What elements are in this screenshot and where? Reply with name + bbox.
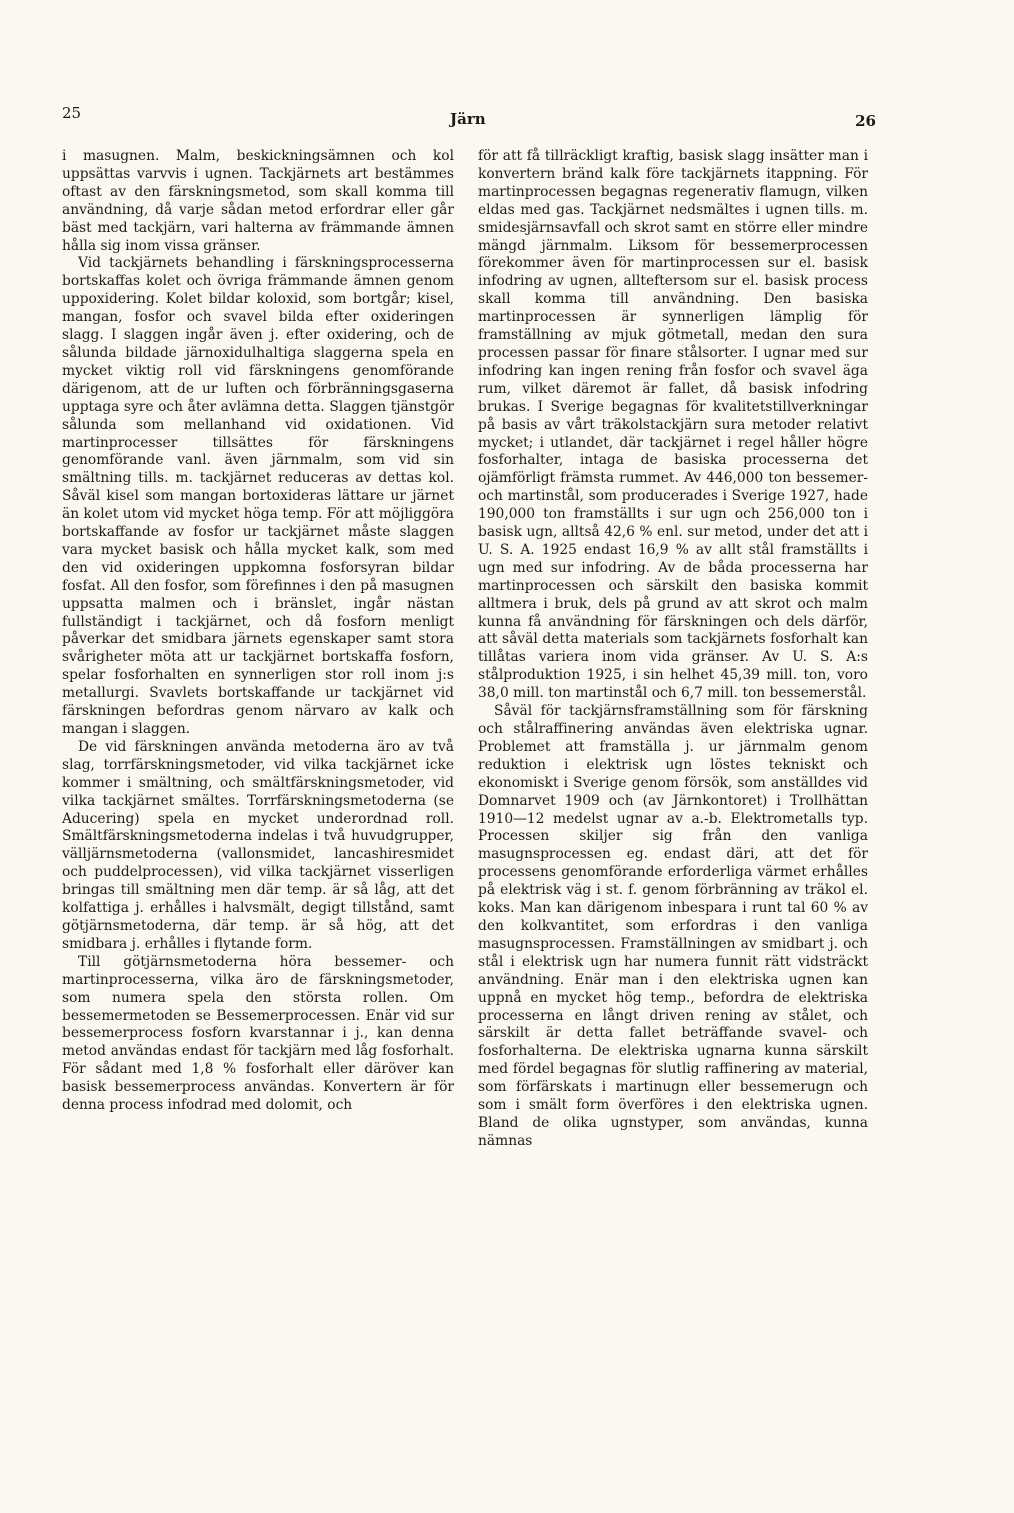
paragraph: i masugnen. Malm, beskickningsämnen och kol uppsättas varvvis i ugnen. Tackjärnets art bestämmes oftast av den färskningsmetod, som skall komma till användning, då varje sådan metod erfordrar eller går bäst med tackjärn, vari halterna av främmande ämnen hålla sig inom vissa gränser. (62, 148, 454, 254)
paragraph: Vid tackjärnets behandling i färskningsprocesserna bortskaffas kolet och övriga främmande ämnen genom uppoxidering. Kolet bildar koloxid, som bortgår; kisel, mangan, fosfor och svavel bilda efter oxideringen slagg. I slaggen ingår även j. efter oxidering, och de sålunda bildade järnoxidulhaltiga slaggerna spela en mycket viktig roll vid färskningens genomförande därigenom, att de ur luften och förbränningsgaserna upptaga syre och åter avlämna detta. Slaggen tjänstgör sålunda som mellanhand vid oxidationen. Vid martinprocesser tillsättes för färskningens genomförande vanl. även järnmalm, som vid sin smältning tills. m. tackjärnet reduceras av dettas kol. Såväl kisel som mangan bortoxideras lättare ur järnet än kolet utom vid mycket höga temp. För att möjliggöra bortskaffande av fosfor ur tackjärnet måste slaggen vara mycket basisk och hålla mycket kalk, som med den vid oxideringen uppkomna fosforsyran bildar fosfat. All den fosfor, som förefinnes i den på masugnen uppsatta malmen och i bränslet, ingår nästan fullständigt i tackjärnet, och då fosforn menligt påverkar det smidbara järnets egenskaper samt stora svårigheter möta att ur tackjärnet bortskaffa fosforn, spelar fosforhalten en synnerligen stor roll inom j:s metallurgi. Svavlets bortskaffande ur tackjärnet vid färskningen befordras genom närvaro av kalk och mangan i slaggen. (62, 255, 454, 737)
left-column (62, 148, 454, 1115)
page-number-right: 26 (855, 112, 876, 130)
paragraph: Såväl för tackjärnsframställning som för färskning och stålraffinering användas även elektriska ugnar. Problemet att framställa j. ur järnmalm genom reduktion i elektrisk ugn löstes tekniskt och ekonomiskt i Sverige genom försök, som anställdes vid Domnarvet 1909 och (av Järnkontoret) i Trollhättan 1910—12 medelst ugnar av a.-b. Elektrometalls typ. Processen skiljer sig från den vanliga masugnsprocessen eg. endast däri, att det för processens genomförande erforderliga värmet erhålles på elektrisk väg i st. f. genom förbränning av träkol el. koks. Man kan därigenom inbespara i runt tal 60 % av den kolkvantitet, som erfordras i den vanliga masugnsprocessen. Framställningen av smidbart j. och stål i elektrisk ugn har numera funnit rätt vidsträckt användning. Enär man i den elektriska ugnen kan uppnå en mycket hög temp., befordra de elektriska processerna en långt driven rening av stålet, och särskilt är detta fallet beträffande svavel- och fosforhalterna. De elektriska ugnarna kunna särskilt med fördel begagnas för slutlig raffinering av material, som förfärskats i martinugn eller bessemerugn och som i smält form överföres i den elektriska ugnen. Bland de olika ugnstyper, som användas, kunna nämnas (478, 703, 868, 1149)
paragraph: Till götjärnsmetoderna höra bessemer- och martinprocesserna, vilka äro de färskningsmetoder, som numera spela den största rollen. Om bessemermetoden se Bessemerprocessen. Enär vid sur bessemerprocess fosforn kvarstannar i j., kan denna metod användas endast för tackjärn med låg fosforhalt. För sådant med 1,8 % fosforhalt eller däröver kan basisk bessemerprocess användas. Konvertern är för denna process infodrad med dolomit, och (62, 953, 454, 1114)
right-column (478, 148, 868, 1151)
paragraph: för att få tillräckligt kraftig, basisk slagg insätter man i konvertern bränd kalk före tackjärnets itappning. För martinprocessen begagnas regenerativ flamugn, vilken eldas med gas. Tackjärnet nedsmältes i ugnen tills. m. smidesjärnsavfall och skrot samt en större eller mindre mängd järnmalm. Liksom för bessemerprocessen förekommer även för martinprocessen sur el. basisk infodring av ugnen, allteftersom sur el. basisk process skall komma till användning. Den basiska martinprocessen är synnerligen lämplig för framställning av mjuk götmetall, medan den sura processen passar för finare stålsorter. I ugnar med sur infodring kan ingen rening från fosfor och svavel äga rum, vilket däremot är fallet, då basisk infodring brukas. I Sverige begagnas för kvalitetstillverkningar på basis av vårt träkolstackjärn sura metoder relativt mycket; i utlandet, där tackjärnet i regel håller högre fosforhalter, intaga de basiska processerna det ojämförligt främsta rummet. Av 446,000 ton bessemer- och martinstål, som producerades i Sverige 1927, hade 190,000 ton framställts i sur ugn och 256,000 ton i basisk ugn, alltså 42,6 % enl. sur metod, under det att i U. S. A. 1925 endast 16,9 % av allt stål framställts i ugn med sur infodring. Av de båda processerna har martinprocessen och särskilt den basiska kommit alltmera i bruk, dels på grund av att skrot och malm kunna få användning för färskningen och dels därför, att såväl detta materials som tackjärnets fosforhalt kan tillåtas variera inom vida gränser. Av U. S. A:s stålproduktion 1925, i sin helhet 45,39 mill. ton, voro 38,0 mill. ton martinstål och 6,7 mill. ton bessemerstål. (478, 148, 868, 702)
running-title: Järn (450, 110, 486, 128)
page-number-left: 25 (62, 104, 82, 122)
paragraph: De vid färskningen använda metoderna äro av två slag, torrfärskningsmetoder, vid vilka tackjärnet icke kommer i smältning, och smältfärskningsmetoder, vid vilka tackjärnet smältes. Torrfärskningsmetoderna (se Aducering) spela en mycket underordnad roll. Smältfärskningsmetoderna indelas i två huvudgrupper, välljärnsmetoderna (vallonsmidet, lancashiresmidet och puddelprocessen), vid vilka tackjärnet visserligen bringas till smältning men där temp. är så låg, att det kolfattiga j. erhålles i halvsmält, degigt tillstånd, samt götjärnsmetoderna, där temp. är så hög, att det smidbara j. erhålles i flytande form. (62, 738, 454, 952)
page-header (62, 104, 876, 134)
